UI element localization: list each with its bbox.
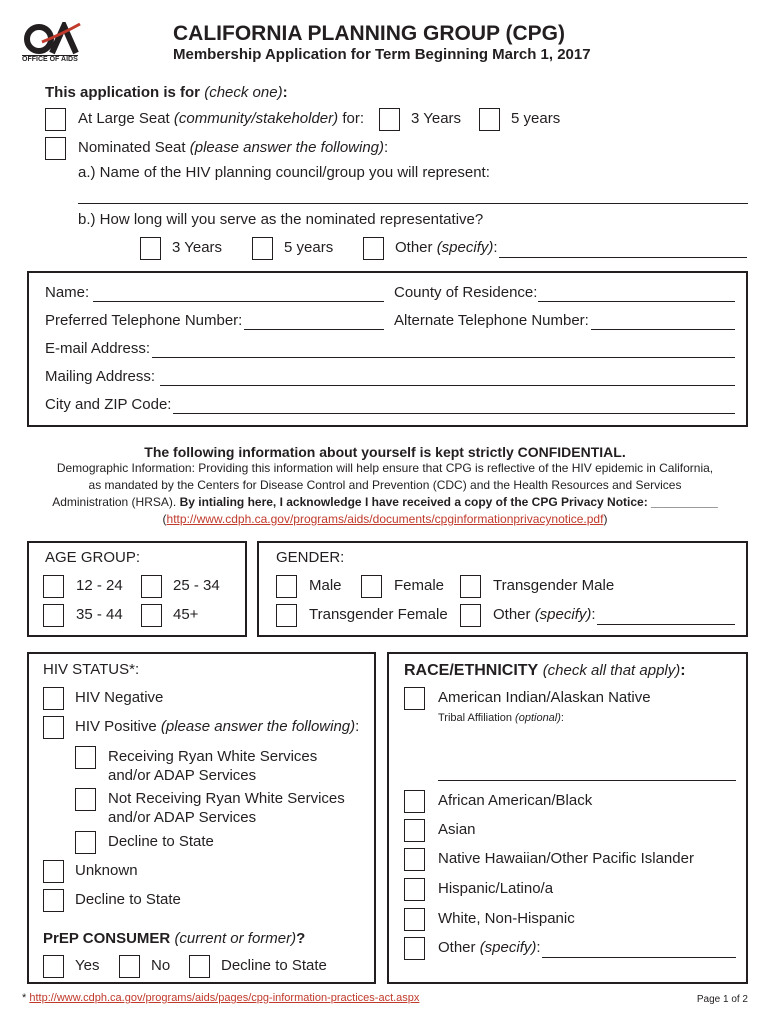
nominated-label bbox=[78, 139, 388, 157]
age-group-heading: AGE GROUP: bbox=[45, 549, 141, 566]
race-american-indian-label: American Indian/Alaskan Native bbox=[438, 689, 651, 706]
hiv-unknown-checkbox[interactable] bbox=[43, 860, 64, 883]
age-35-44-label: 35 - 44 bbox=[76, 606, 123, 623]
question-b: b.) How long will you serve as the nominated representative? bbox=[78, 211, 484, 228]
race-asian-checkbox[interactable] bbox=[404, 819, 425, 842]
gender-trans-female-label: Transgender Female bbox=[309, 606, 448, 623]
privacy-notice bbox=[0, 512, 770, 527]
race-heading-text: RACE/ETHNICITY bbox=[404, 662, 539, 679]
prep-heading bbox=[43, 930, 305, 948]
gender-female-label: Female bbox=[394, 577, 445, 594]
question-a: a.) Name of the HIV planning council/group you will represent: bbox=[78, 164, 490, 181]
ryan-white-checkbox[interactable] bbox=[75, 746, 96, 769]
prep-yes-label: Yes bbox=[75, 957, 100, 974]
phone-label: Preferred Telephone Number: bbox=[45, 312, 243, 329]
confidential-line-3b: By intialing here, I acknowledge I have received a copy of the CPG Privacy Notice: __________ bbox=[179, 495, 718, 509]
race-other-label bbox=[438, 939, 541, 957]
hiv-positive-label bbox=[75, 718, 359, 736]
privacy-notice-link[interactable]: http://www.cdph.ca.gov/programs/aids/documents/cpginformationprivacynotice.pdf bbox=[166, 512, 604, 526]
race-african-american-label: African American/Black bbox=[438, 792, 593, 809]
nominated-3-years-checkbox[interactable] bbox=[140, 237, 161, 260]
city-zip-field[interactable] bbox=[173, 413, 735, 414]
county-label: County of Residence: bbox=[394, 284, 538, 301]
race-other-specify: (specify) bbox=[479, 939, 537, 956]
oa-logo bbox=[22, 22, 82, 64]
nominated-other-colon: : bbox=[493, 239, 498, 256]
nominated-other-specify: (specify) bbox=[436, 239, 494, 256]
alt-phone-label: Alternate Telephone Number: bbox=[394, 312, 589, 329]
application-heading bbox=[45, 84, 288, 102]
race-african-american-checkbox[interactable] bbox=[404, 790, 425, 813]
gender-heading: GENDER: bbox=[276, 549, 345, 566]
ryan-white-label-1: Receiving Ryan White Services bbox=[108, 748, 318, 765]
race-hispanic-checkbox[interactable] bbox=[404, 878, 425, 901]
age-12-24-checkbox[interactable] bbox=[43, 575, 64, 598]
race-heading bbox=[404, 662, 686, 680]
tribal-note: (optional) bbox=[515, 712, 561, 724]
city-zip-label: City and ZIP Code: bbox=[45, 396, 172, 413]
race-other-colon: : bbox=[536, 939, 541, 956]
phone-field[interactable] bbox=[244, 329, 384, 330]
nominated-note: (please answer the following) bbox=[189, 139, 385, 156]
race-other-field[interactable] bbox=[542, 957, 736, 958]
nominated-text: Nominated Seat bbox=[78, 139, 186, 156]
prep-heading-note: (current or former) bbox=[174, 930, 297, 947]
page-subtitle: Membership Application for Term Beginning March 1, 2017 bbox=[173, 46, 591, 63]
hiv-positive-note: (please answer the following) bbox=[160, 718, 356, 735]
at-large-5-years-checkbox[interactable] bbox=[479, 108, 500, 131]
age-25-34-checkbox[interactable] bbox=[141, 575, 162, 598]
at-large-note: (community/stakeholder) bbox=[173, 110, 339, 127]
oa-logo-icon bbox=[22, 22, 82, 56]
nominated-checkbox[interactable] bbox=[45, 137, 66, 160]
race-heading-note: (check all that apply) bbox=[542, 662, 681, 679]
application-heading-note: (check one) bbox=[204, 84, 283, 101]
hiv-positive-decline-checkbox[interactable] bbox=[75, 831, 96, 854]
prep-no-label: No bbox=[151, 957, 171, 974]
footer-note bbox=[22, 992, 419, 1005]
hiv-decline-checkbox[interactable] bbox=[43, 889, 64, 912]
age-25-34-label: 25 - 34 bbox=[173, 577, 220, 594]
mailing-label: Mailing Address: bbox=[45, 368, 156, 385]
confidential-line-3a: Administration (HRSA). bbox=[52, 495, 180, 509]
privacy-link-open: ( bbox=[162, 512, 167, 526]
footer-link[interactable]: http://www.cdph.ca.gov/programs/aids/pages/cpg-information-practices-act.aspx bbox=[29, 992, 420, 1004]
tribal-affiliation-label bbox=[438, 712, 564, 725]
mailing-field[interactable] bbox=[160, 385, 735, 386]
race-heading-colon: : bbox=[680, 662, 686, 679]
not-ryan-white-label-2: and/or ADAP Services bbox=[108, 809, 257, 826]
not-ryan-white-checkbox[interactable] bbox=[75, 788, 96, 811]
race-asian-label: Asian bbox=[438, 821, 476, 838]
hiv-negative-checkbox[interactable] bbox=[43, 687, 64, 710]
gender-other-field[interactable] bbox=[597, 624, 735, 625]
gender-female-checkbox[interactable] bbox=[361, 575, 382, 598]
gender-male-checkbox[interactable] bbox=[276, 575, 297, 598]
race-white-label: White, Non-Hispanic bbox=[438, 910, 575, 927]
name-field[interactable] bbox=[93, 301, 384, 302]
age-35-44-checkbox[interactable] bbox=[43, 604, 64, 627]
hiv-status-heading: HIV STATUS*: bbox=[43, 661, 140, 678]
email-field[interactable] bbox=[152, 357, 735, 358]
at-large-5-years-label: 5 years bbox=[511, 110, 561, 127]
page-number: Page 1 of 2 bbox=[696, 994, 748, 1005]
race-white-checkbox[interactable] bbox=[404, 908, 425, 931]
gender-other-specify: (specify) bbox=[534, 606, 592, 623]
nominated-colon: : bbox=[384, 139, 389, 156]
not-ryan-white-label-1: Not Receiving Ryan White Services bbox=[108, 790, 345, 807]
race-hawaiian-label: Native Hawaiian/Other Pacific Islander bbox=[438, 850, 694, 867]
at-large-label bbox=[78, 110, 364, 128]
nominated-other-text: Other bbox=[395, 239, 433, 256]
race-american-indian-checkbox[interactable] bbox=[404, 687, 425, 710]
name-label: Name: bbox=[45, 284, 90, 301]
age-45-plus-label: 45+ bbox=[173, 606, 199, 623]
age-12-24-label: 12 - 24 bbox=[76, 577, 123, 594]
age-45-plus-checkbox[interactable] bbox=[141, 604, 162, 627]
hiv-positive-checkbox[interactable] bbox=[43, 716, 64, 739]
confidential-heading: The following information about yourself is kept strictly CONFIDENTIAL. bbox=[144, 444, 626, 460]
gender-trans-female-checkbox[interactable] bbox=[276, 604, 297, 627]
at-large-3-years-checkbox[interactable] bbox=[379, 108, 400, 131]
prep-yes-checkbox[interactable] bbox=[43, 955, 64, 978]
prep-heading-q: ? bbox=[296, 930, 306, 947]
gender-other-colon: : bbox=[591, 606, 596, 623]
confidential-line-2: as mandated by the Centers for Disease Control and Prevention (CDC) and the Health Resources and Services bbox=[88, 478, 682, 492]
hiv-positive-text: HIV Positive bbox=[75, 718, 157, 735]
race-other-text: Other bbox=[438, 939, 476, 956]
application-heading-text: This application is for bbox=[45, 84, 201, 101]
prep-no-checkbox[interactable] bbox=[119, 955, 140, 978]
race-hispanic-label: Hispanic/Latino/a bbox=[438, 880, 554, 897]
race-other-checkbox[interactable] bbox=[404, 937, 425, 960]
nominated-3-years-label: 3 Years bbox=[172, 239, 223, 256]
gender-other-text: Other bbox=[493, 606, 531, 623]
prep-heading-text: PrEP CONSUMER bbox=[43, 930, 171, 947]
hiv-decline-label: Decline to State bbox=[75, 891, 181, 908]
gender-trans-male-label: Transgender Male bbox=[493, 577, 615, 594]
nominated-other-field[interactable] bbox=[499, 257, 747, 258]
tribal-text: Tribal Affiliation bbox=[438, 712, 512, 724]
application-heading-colon: : bbox=[282, 84, 288, 101]
race-hawaiian-checkbox[interactable] bbox=[404, 848, 425, 871]
privacy-link-close: ) bbox=[603, 512, 608, 526]
gender-other-label bbox=[493, 606, 596, 624]
gender-other-checkbox[interactable] bbox=[460, 604, 481, 627]
gender-male-label: Male bbox=[309, 577, 342, 594]
alt-phone-field[interactable] bbox=[591, 329, 735, 330]
prep-decline-checkbox[interactable] bbox=[189, 955, 210, 978]
footer-asterisk: * bbox=[22, 992, 27, 1004]
at-large-for: for: bbox=[342, 110, 364, 127]
confidential-line-3 bbox=[0, 495, 770, 510]
logo-text: OFFICE OF AIDS bbox=[22, 56, 78, 63]
page-title: CALIFORNIA PLANNING GROUP (CPG) bbox=[173, 22, 565, 45]
county-field[interactable] bbox=[538, 301, 735, 302]
at-large-3-years-label: 3 Years bbox=[411, 110, 462, 127]
tribal-affiliation-field[interactable] bbox=[438, 780, 736, 781]
email-label: E-mail Address: bbox=[45, 340, 151, 357]
nominated-other-checkbox[interactable] bbox=[363, 237, 384, 260]
at-large-text: At Large Seat bbox=[78, 110, 170, 127]
hiv-unknown-label: Unknown bbox=[75, 862, 138, 879]
ryan-white-label-2: and/or ADAP Services bbox=[108, 767, 257, 784]
nominated-other-label bbox=[395, 239, 498, 257]
hiv-negative-label: HIV Negative bbox=[75, 689, 164, 706]
prep-decline-label: Decline to State bbox=[221, 957, 327, 974]
hiv-positive-colon: : bbox=[355, 718, 360, 735]
at-large-checkbox[interactable] bbox=[45, 108, 66, 131]
gender-trans-male-checkbox[interactable] bbox=[460, 575, 481, 598]
nominated-5-years-label: 5 years bbox=[284, 239, 334, 256]
nominated-5-years-checkbox[interactable] bbox=[252, 237, 273, 260]
council-name-field[interactable] bbox=[78, 203, 748, 204]
confidential-line-1: Demographic Information: Providing this information will help ensure that CPG is reflective of the HIV epidemic in California, bbox=[56, 461, 714, 475]
hiv-positive-decline-label: Decline to State bbox=[108, 833, 214, 850]
tribal-colon: : bbox=[560, 712, 564, 724]
